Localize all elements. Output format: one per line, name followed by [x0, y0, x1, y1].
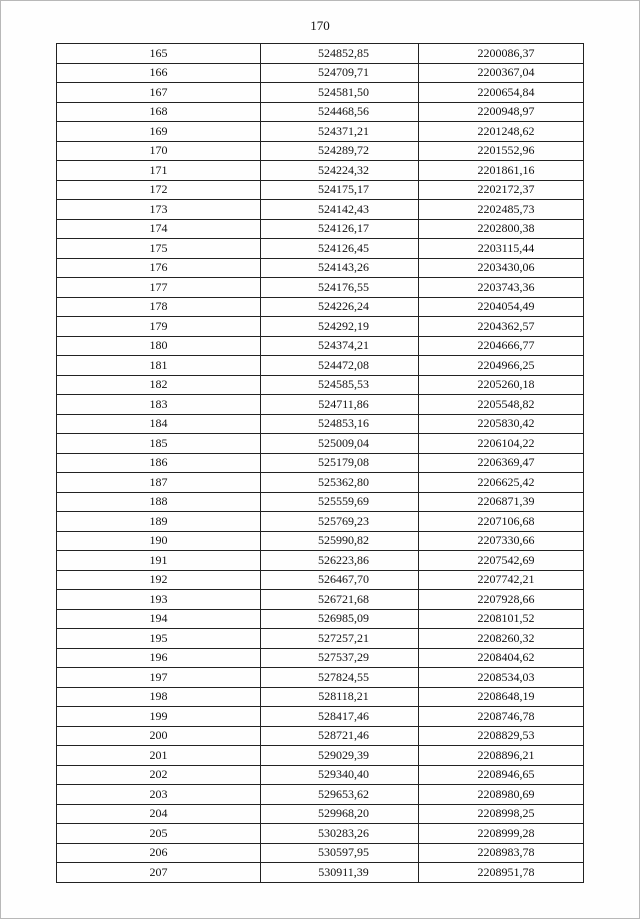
table-row	[57, 531, 584, 551]
y-coordinate-cell: 2201552,96	[419, 141, 584, 161]
x-coordinate-cell: 524175,17	[261, 180, 419, 200]
point-number-cell: 197	[57, 668, 261, 688]
point-number-cell: 200	[57, 726, 261, 746]
y-coordinate-cell: 2200086,37	[419, 44, 584, 64]
table-row	[57, 629, 584, 649]
table-row	[57, 200, 584, 220]
x-coordinate-cell: 524143,26	[261, 258, 419, 278]
point-number-cell: 183	[57, 395, 261, 415]
x-coordinate-cell: 525769,23	[261, 512, 419, 532]
point-number-cell: 196	[57, 648, 261, 668]
table-row	[57, 765, 584, 785]
x-coordinate-cell: 524374,21	[261, 336, 419, 356]
point-number-cell: 203	[57, 785, 261, 805]
y-coordinate-cell: 2205830,42	[419, 414, 584, 434]
y-coordinate-cell: 2207106,68	[419, 512, 584, 532]
point-number-cell: 207	[57, 863, 261, 883]
x-coordinate-cell: 527257,21	[261, 629, 419, 649]
point-number-cell: 201	[57, 746, 261, 766]
table-row	[57, 804, 584, 824]
point-number-cell: 194	[57, 609, 261, 629]
table-row	[57, 687, 584, 707]
x-coordinate-cell: 524852,85	[261, 44, 419, 64]
point-number-cell: 188	[57, 492, 261, 512]
y-coordinate-cell: 2208980,69	[419, 785, 584, 805]
y-coordinate-cell: 2204966,25	[419, 356, 584, 376]
x-coordinate-cell: 525179,08	[261, 453, 419, 473]
y-coordinate-cell: 2204054,49	[419, 297, 584, 317]
x-coordinate-cell: 524853,16	[261, 414, 419, 434]
x-coordinate-cell: 528417,46	[261, 707, 419, 727]
point-number-cell: 175	[57, 239, 261, 259]
y-coordinate-cell: 2208101,52	[419, 609, 584, 629]
point-number-cell: 191	[57, 551, 261, 571]
y-coordinate-cell: 2204362,57	[419, 317, 584, 337]
point-number-cell: 165	[57, 44, 261, 64]
table-row	[57, 375, 584, 395]
coordinates-table-body	[57, 44, 584, 883]
y-coordinate-cell: 2208829,53	[419, 726, 584, 746]
table-row	[57, 278, 584, 298]
x-coordinate-cell: 530597,95	[261, 843, 419, 863]
table-row	[57, 161, 584, 181]
table-row	[57, 356, 584, 376]
point-number-cell: 168	[57, 102, 261, 122]
y-coordinate-cell: 2207542,69	[419, 551, 584, 571]
x-coordinate-cell: 524224,32	[261, 161, 419, 181]
table-row	[57, 824, 584, 844]
point-number-cell: 167	[57, 83, 261, 103]
y-coordinate-cell: 2208260,32	[419, 629, 584, 649]
x-coordinate-cell: 524176,55	[261, 278, 419, 298]
y-coordinate-cell: 2206625,42	[419, 473, 584, 493]
page-number: 170	[310, 18, 330, 33]
table-row	[57, 707, 584, 727]
table-row	[57, 609, 584, 629]
point-number-cell: 202	[57, 765, 261, 785]
point-number-cell: 174	[57, 219, 261, 239]
point-number-cell: 182	[57, 375, 261, 395]
y-coordinate-cell: 2208999,28	[419, 824, 584, 844]
table-row	[57, 726, 584, 746]
y-coordinate-cell: 2204666,77	[419, 336, 584, 356]
x-coordinate-cell: 530283,26	[261, 824, 419, 844]
y-coordinate-cell: 2202800,38	[419, 219, 584, 239]
y-coordinate-cell: 2203743,36	[419, 278, 584, 298]
x-coordinate-cell: 524472,08	[261, 356, 419, 376]
point-number-cell: 184	[57, 414, 261, 434]
table-row	[57, 648, 584, 668]
y-coordinate-cell: 2202485,73	[419, 200, 584, 220]
point-number-cell: 186	[57, 453, 261, 473]
y-coordinate-cell: 2203115,44	[419, 239, 584, 259]
y-coordinate-cell: 2203430,06	[419, 258, 584, 278]
table-row	[57, 297, 584, 317]
point-number-cell: 178	[57, 297, 261, 317]
y-coordinate-cell: 2207928,66	[419, 590, 584, 610]
x-coordinate-cell: 524468,56	[261, 102, 419, 122]
table-row	[57, 434, 584, 454]
y-coordinate-cell: 2201861,16	[419, 161, 584, 181]
point-number-cell: 205	[57, 824, 261, 844]
point-number-cell: 204	[57, 804, 261, 824]
coordinates-table	[56, 43, 584, 883]
table-row	[57, 336, 584, 356]
point-number-cell: 185	[57, 434, 261, 454]
table-row	[57, 863, 584, 883]
x-coordinate-cell: 524126,17	[261, 219, 419, 239]
point-number-cell: 170	[57, 141, 261, 161]
table-row	[57, 473, 584, 493]
point-number-cell: 171	[57, 161, 261, 181]
y-coordinate-cell: 2208951,78	[419, 863, 584, 883]
table-row	[57, 785, 584, 805]
y-coordinate-cell: 2202172,37	[419, 180, 584, 200]
y-coordinate-cell: 2208946,65	[419, 765, 584, 785]
table-row	[57, 668, 584, 688]
x-coordinate-cell: 529340,40	[261, 765, 419, 785]
table-row	[57, 141, 584, 161]
y-coordinate-cell: 2200948,97	[419, 102, 584, 122]
x-coordinate-cell: 524126,45	[261, 239, 419, 259]
table-row	[57, 239, 584, 259]
x-coordinate-cell: 524292,19	[261, 317, 419, 337]
x-coordinate-cell: 526223,86	[261, 551, 419, 571]
x-coordinate-cell: 528118,21	[261, 687, 419, 707]
y-coordinate-cell: 2208746,78	[419, 707, 584, 727]
x-coordinate-cell: 525362,80	[261, 473, 419, 493]
y-coordinate-cell: 2201248,62	[419, 122, 584, 142]
table-row	[57, 317, 584, 337]
x-coordinate-cell: 524711,86	[261, 395, 419, 415]
point-number-cell: 179	[57, 317, 261, 337]
x-coordinate-cell: 524226,24	[261, 297, 419, 317]
point-number-cell: 192	[57, 570, 261, 590]
table-row	[57, 44, 584, 64]
table-row	[57, 551, 584, 571]
point-number-cell: 206	[57, 843, 261, 863]
y-coordinate-cell: 2208983,78	[419, 843, 584, 863]
x-coordinate-cell: 525559,69	[261, 492, 419, 512]
x-coordinate-cell: 526985,09	[261, 609, 419, 629]
y-coordinate-cell: 2200654,84	[419, 83, 584, 103]
x-coordinate-cell: 524371,21	[261, 122, 419, 142]
y-coordinate-cell: 2205548,82	[419, 395, 584, 415]
table-row	[57, 414, 584, 434]
table-row	[57, 512, 584, 532]
table-row	[57, 258, 584, 278]
table-row	[57, 492, 584, 512]
point-number-cell: 190	[57, 531, 261, 551]
x-coordinate-cell: 525009,04	[261, 434, 419, 454]
x-coordinate-cell: 526467,70	[261, 570, 419, 590]
y-coordinate-cell: 2208534,03	[419, 668, 584, 688]
x-coordinate-cell: 529029,39	[261, 746, 419, 766]
y-coordinate-cell: 2206104,22	[419, 434, 584, 454]
table-row	[57, 395, 584, 415]
x-coordinate-cell: 524142,43	[261, 200, 419, 220]
table-row	[57, 83, 584, 103]
y-coordinate-cell: 2208998,25	[419, 804, 584, 824]
table-row	[57, 746, 584, 766]
table-row	[57, 122, 584, 142]
point-number-cell: 193	[57, 590, 261, 610]
x-coordinate-cell: 525990,82	[261, 531, 419, 551]
x-coordinate-cell: 524289,72	[261, 141, 419, 161]
point-number-cell: 195	[57, 629, 261, 649]
y-coordinate-cell: 2207742,21	[419, 570, 584, 590]
table-row	[57, 453, 584, 473]
point-number-cell: 173	[57, 200, 261, 220]
x-coordinate-cell: 529653,62	[261, 785, 419, 805]
y-coordinate-cell: 2206871,39	[419, 492, 584, 512]
table-row	[57, 63, 584, 83]
x-coordinate-cell: 524585,53	[261, 375, 419, 395]
y-coordinate-cell: 2200367,04	[419, 63, 584, 83]
y-coordinate-cell: 2208648,19	[419, 687, 584, 707]
x-coordinate-cell: 528721,46	[261, 726, 419, 746]
point-number-cell: 180	[57, 336, 261, 356]
x-coordinate-cell: 527537,29	[261, 648, 419, 668]
y-coordinate-cell: 2208404,62	[419, 648, 584, 668]
point-number-cell: 176	[57, 258, 261, 278]
point-number-cell: 189	[57, 512, 261, 532]
x-coordinate-cell: 524581,50	[261, 83, 419, 103]
table-row	[57, 180, 584, 200]
x-coordinate-cell: 524709,71	[261, 63, 419, 83]
table-row	[57, 570, 584, 590]
x-coordinate-cell: 529968,20	[261, 804, 419, 824]
y-coordinate-cell: 2207330,66	[419, 531, 584, 551]
table-row	[57, 590, 584, 610]
point-number-cell: 187	[57, 473, 261, 493]
point-number-cell: 166	[57, 63, 261, 83]
table-row	[57, 219, 584, 239]
point-number-cell: 177	[57, 278, 261, 298]
point-number-cell: 181	[57, 356, 261, 376]
x-coordinate-cell: 526721,68	[261, 590, 419, 610]
x-coordinate-cell: 530911,39	[261, 863, 419, 883]
point-number-cell: 169	[57, 122, 261, 142]
y-coordinate-cell: 2206369,47	[419, 453, 584, 473]
y-coordinate-cell: 2205260,18	[419, 375, 584, 395]
x-coordinate-cell: 527824,55	[261, 668, 419, 688]
point-number-cell: 198	[57, 687, 261, 707]
point-number-cell: 199	[57, 707, 261, 727]
table-row	[57, 102, 584, 122]
table-row	[57, 843, 584, 863]
y-coordinate-cell: 2208896,21	[419, 746, 584, 766]
point-number-cell: 172	[57, 180, 261, 200]
